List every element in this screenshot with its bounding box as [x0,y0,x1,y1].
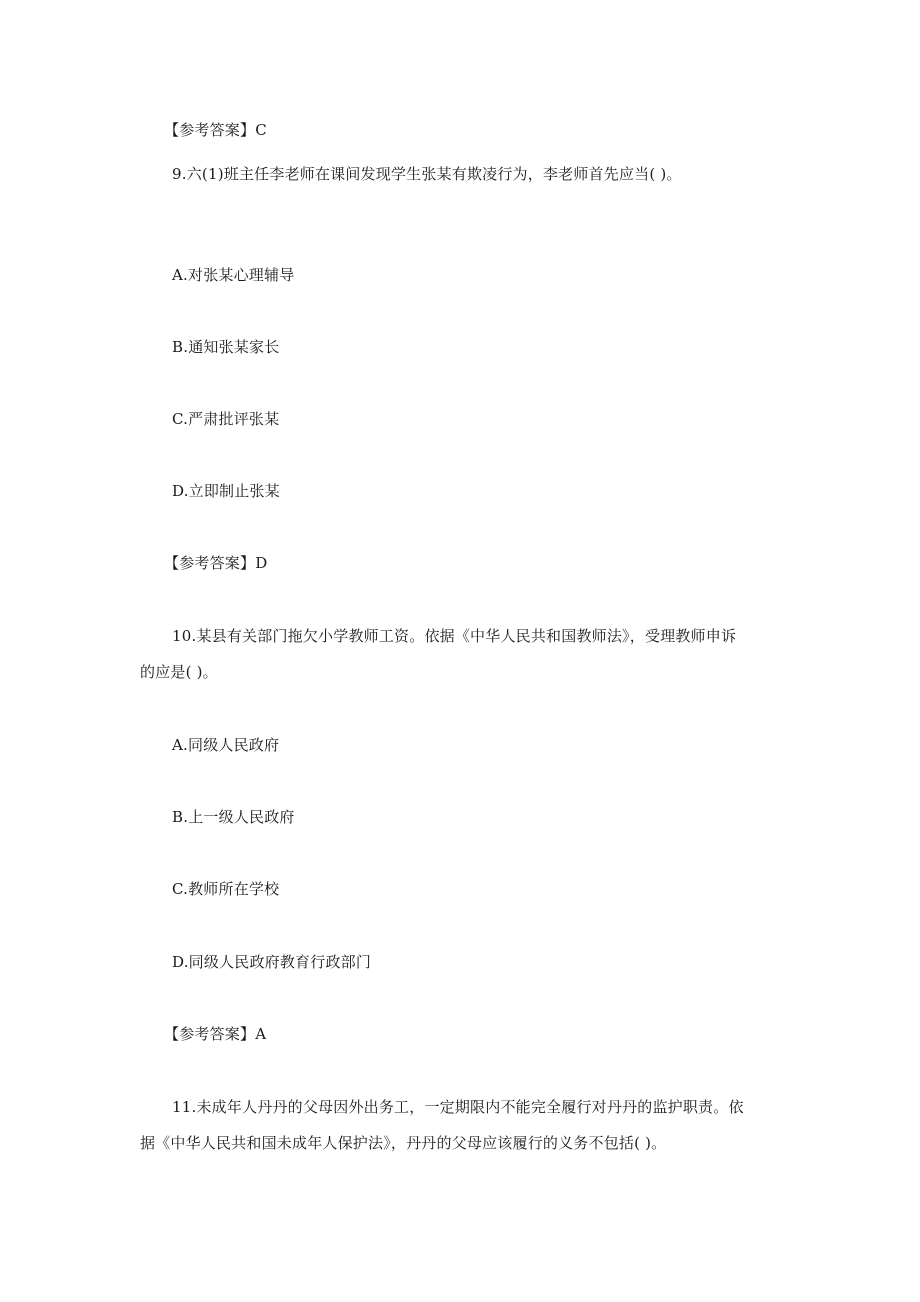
question-9-option-d: D.立即制止张某 [172,482,280,500]
answer-prefix: 【参考答案】 [164,1025,256,1043]
answer-value: C [255,121,267,139]
question-9-text: 9.六(1)班主任李老师在课间发现学生张某有欺凌行为，李老师首先应当( )。 [172,165,682,183]
answer-prefix: 【参考答案】 [164,554,256,572]
answer-value: D [255,554,268,572]
question-10-text-line2: 的应是( )。 [140,663,218,681]
question-9-option-a: A.对张某心理辅导 [172,266,295,284]
answer-value: A [255,1025,267,1043]
question-10-option-b: B.上一级人民政府 [172,808,295,826]
question-10-option-c: C.教师所在学校 [172,880,280,898]
answer-line [164,553,267,573]
question-9-option-c: C.严肃批评张某 [172,410,280,428]
question-10-option-d: D.同级人民政府教育行政部门 [172,953,372,971]
answer-prefix: 【参考答案】 [164,121,256,139]
question-10-option-a: A.同级人民政府 [172,736,280,754]
question-9-option-b: B.通知张某家长 [172,338,280,356]
answer-line [164,120,267,140]
answer-line [164,1024,266,1044]
question-11-text-line2: 据《中华人民共和国未成年人保护法》，丹丹的父母应该履行的义务不包括( )。 [140,1134,667,1152]
question-11-text-line1: 11.未成年人丹丹的父母因外出务工，一定期限内不能完全履行对丹丹的监护职责。依 [172,1098,744,1116]
question-10-text-line1: 10.某县有关部门拖欠小学教师工资。依据《中华人民共和国教师法》，受理教师申诉 [172,627,737,645]
